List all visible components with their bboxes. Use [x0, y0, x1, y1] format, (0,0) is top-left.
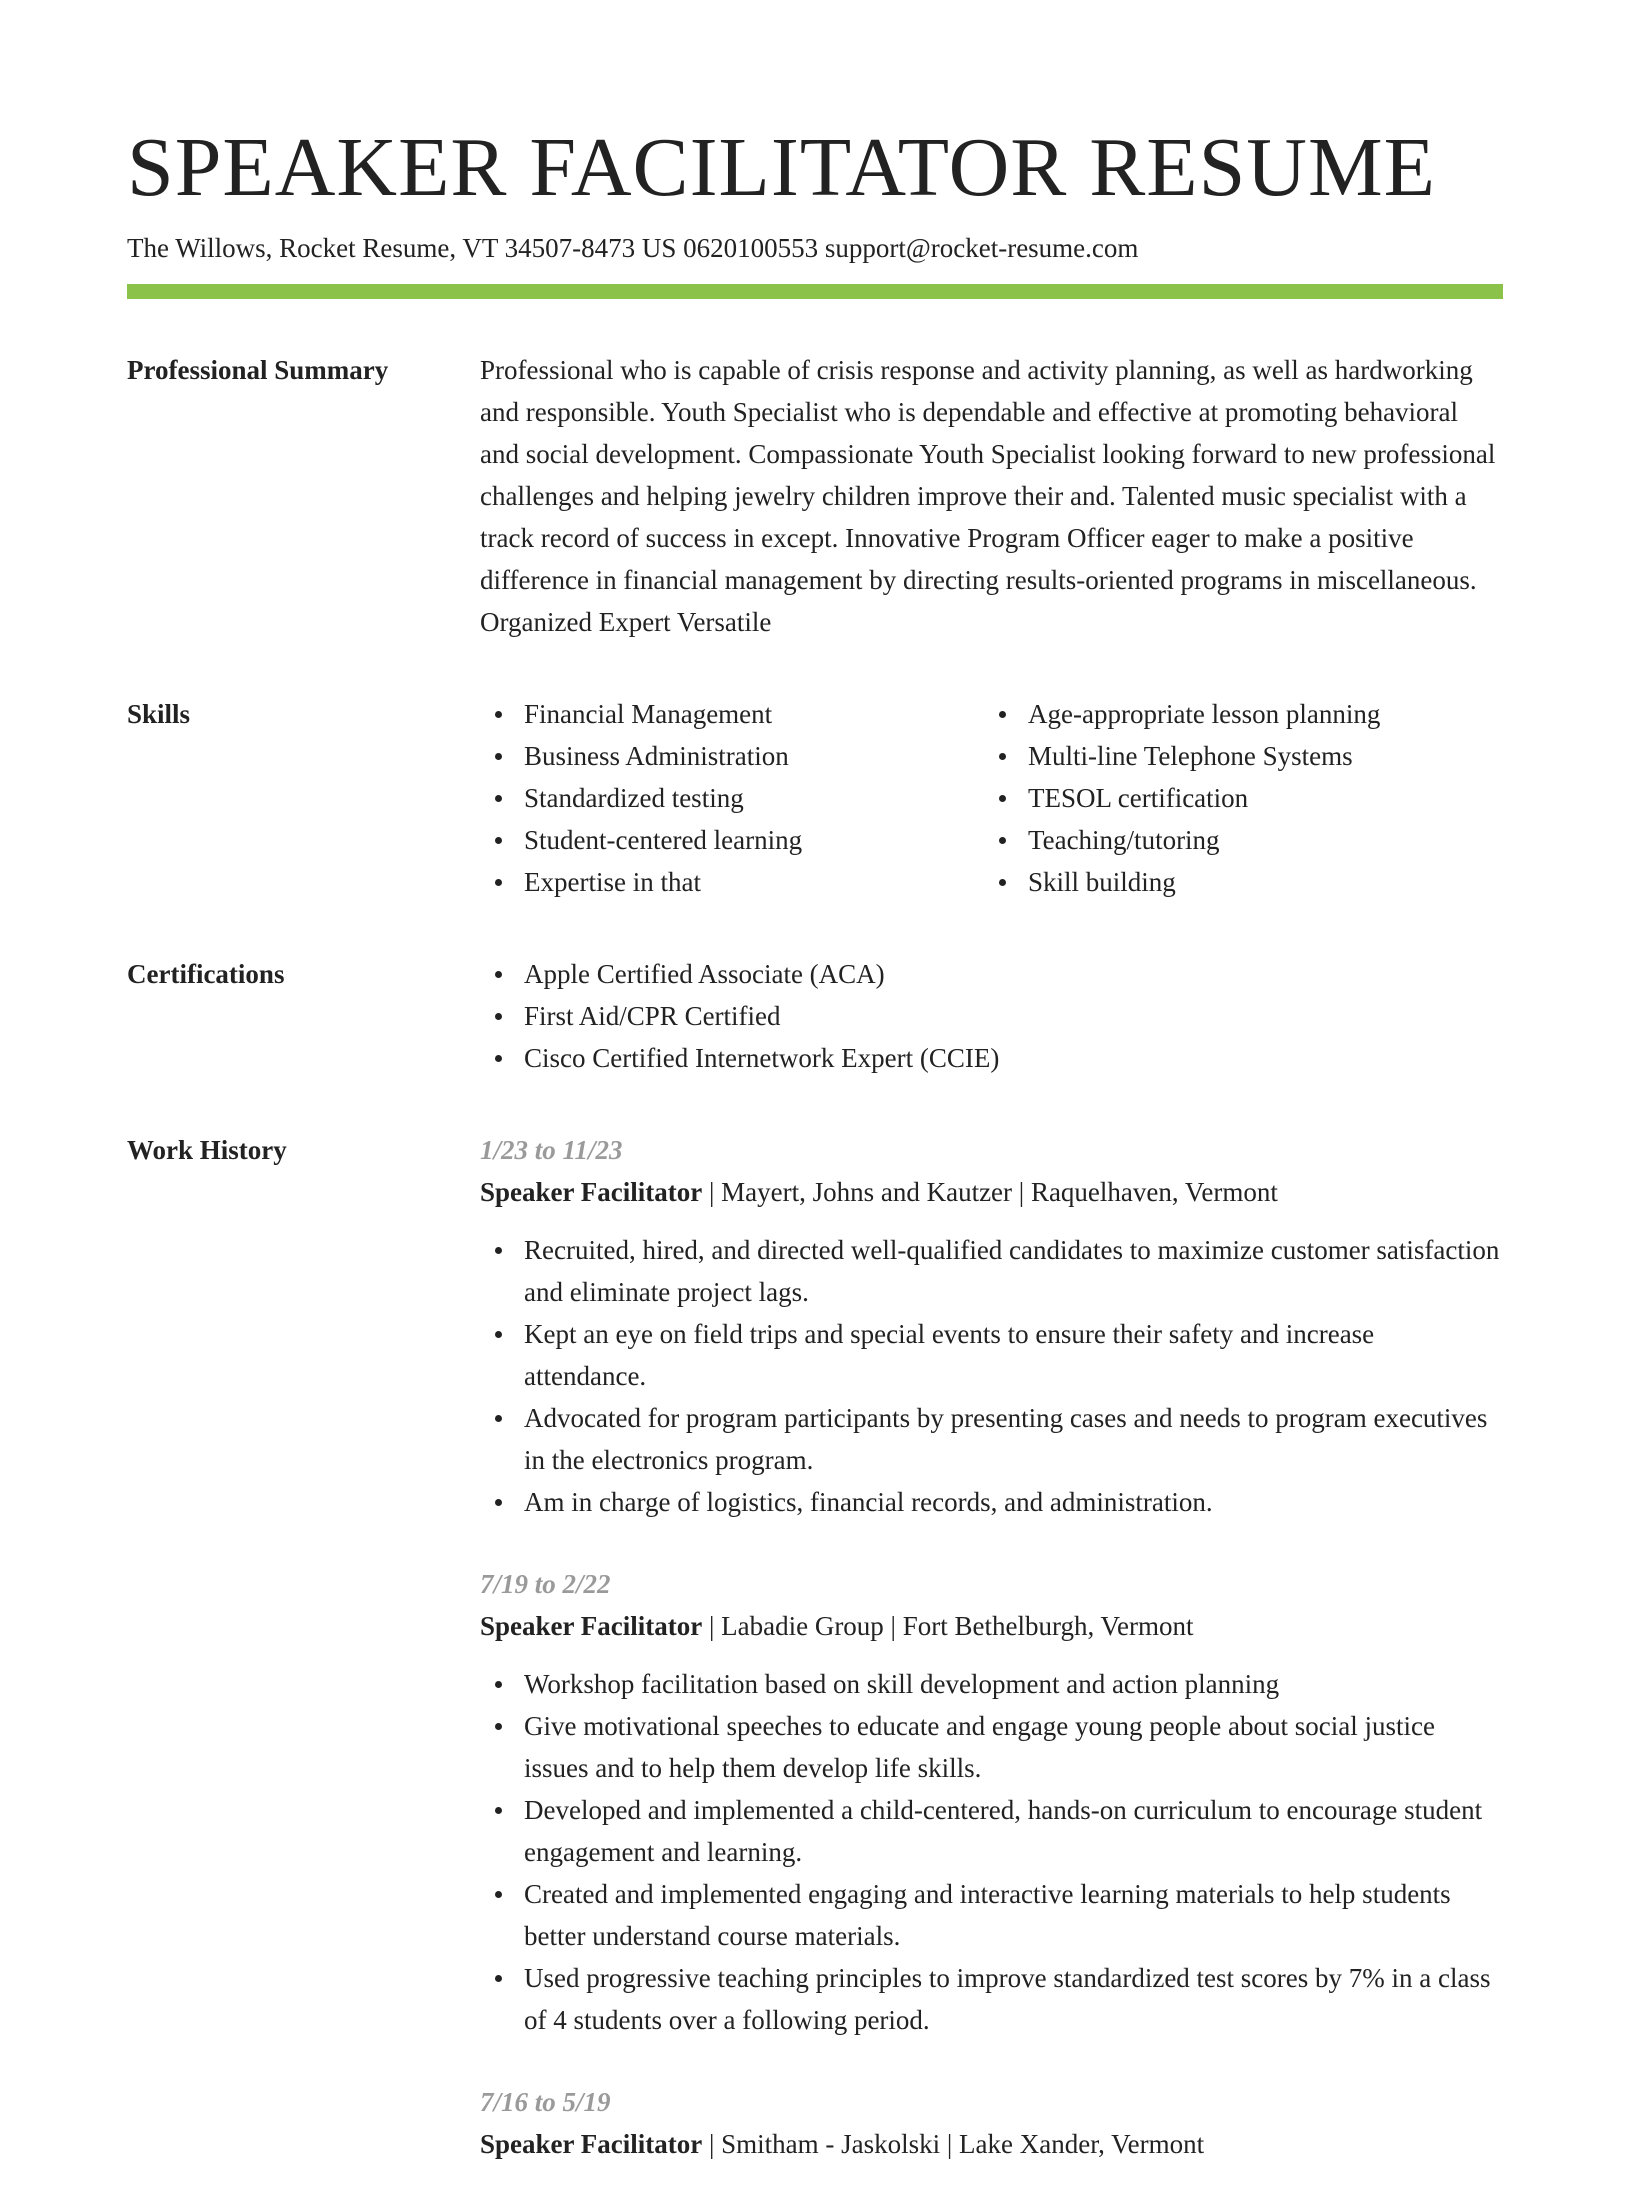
job-bullets: [480, 1663, 1503, 2041]
job-heading: [480, 1605, 1503, 1647]
section-label: Professional Summary: [127, 355, 389, 385]
job-dates: 7/16 to 5/19: [480, 2087, 611, 2117]
list-item: First Aid/CPR Certified: [480, 995, 1503, 1037]
list-item: Skill building: [984, 861, 1488, 903]
page-title: SPEAKER FACILITATOR RESUME: [127, 121, 1436, 214]
section-label: Skills: [127, 699, 191, 729]
list-item: Standardized testing: [480, 777, 984, 819]
contact-line: The Willows, Rocket Resume, VT 34507-8473 US 0620100553 support@rocket-resume.com: [127, 233, 1139, 263]
job-company-location: | Labadie Group | Fort Bethelburgh, Vermont: [702, 1611, 1194, 1641]
list-item: Financial Management: [480, 693, 984, 735]
list-item: Apple Certified Associate (ACA): [480, 953, 1503, 995]
skills-section: [127, 693, 1503, 903]
job-dates: 7/19 to 2/22: [480, 1569, 611, 1599]
list-item: Advocated for program participants by presenting cases and needs to program executives in the electronics program.: [480, 1397, 1503, 1481]
certifications-list: [480, 953, 1503, 1079]
section-label: Certifications: [127, 959, 285, 989]
list-item: Used progressive teaching principles to improve standardized test scores by 7% in a class of 4 students over a following period.: [480, 1957, 1503, 2041]
list-item: Developed and implemented a child-centered, hands-on curriculum to encourage student engagement and learning.: [480, 1789, 1503, 1873]
header-divider: [127, 284, 1503, 299]
job-entry: [480, 2081, 1503, 2165]
job-title: Speaker Facilitator: [480, 1611, 703, 1641]
certifications-section: [127, 953, 1503, 1079]
list-item: Teaching/tutoring: [984, 819, 1488, 861]
job-dates: 1/23 to 11/23: [480, 1135, 623, 1165]
list-item: Student-centered learning: [480, 819, 984, 861]
job-entry: [480, 1563, 1503, 2041]
resume-page: [127, 118, 1503, 2205]
list-item: Workshop facilitation based on skill development and action planning: [480, 1663, 1503, 1705]
list-item: Cisco Certified Internetwork Expert (CCIE): [480, 1037, 1503, 1079]
list-item: Expertise in that: [480, 861, 984, 903]
list-item: Age-appropriate lesson planning: [984, 693, 1488, 735]
section-label: Work History: [127, 1135, 287, 1165]
list-item: Kept an eye on field trips and special events to ensure their safety and increase attendance.: [480, 1313, 1503, 1397]
skills-list-right: [984, 693, 1488, 903]
job-bullets: [480, 1229, 1503, 1523]
list-item: Give motivational speeches to educate and engage young people about social justice issues and to help them develop life skills.: [480, 1705, 1503, 1789]
list-item: Am in charge of logistics, financial records, and administration.: [480, 1481, 1503, 1523]
summary-text: Professional who is capable of crisis response and activity planning, as well as hardworking and responsible. Youth Specialist who is dependable and effective at promoting behavioral and social development. Compassionate Youth Specialist looking forward to new professional challenges and helping jewelry children improve their and. Talented music specialist with a track record of success in except. Innovative Program Officer eager to make a positive difference in financial management by directing results-oriented programs in miscellaneous. Organized Expert Versatile: [480, 355, 1496, 637]
summary-section: [127, 349, 1503, 643]
job-heading: [480, 1171, 1503, 1213]
job-title: Speaker Facilitator: [480, 1177, 703, 1207]
work-history-section: [127, 1129, 1503, 2205]
job-company-location: | Mayert, Johns and Kautzer | Raquelhaven, Vermont: [702, 1177, 1278, 1207]
job-heading: [480, 2123, 1503, 2165]
list-item: Business Administration: [480, 735, 984, 777]
list-item: Recruited, hired, and directed well-qualified candidates to maximize customer satisfaction and eliminate project lags.: [480, 1229, 1503, 1313]
job-company-location: | Smitham - Jaskolski | Lake Xander, Vermont: [702, 2129, 1205, 2159]
list-item: TESOL certification: [984, 777, 1488, 819]
list-item: Multi-line Telephone Systems: [984, 735, 1488, 777]
list-item: Created and implemented engaging and interactive learning materials to help students better understand course materials.: [480, 1873, 1503, 1957]
skills-list-left: [480, 693, 984, 903]
job-title: Speaker Facilitator: [480, 2129, 703, 2159]
job-entry: [480, 1129, 1503, 1523]
